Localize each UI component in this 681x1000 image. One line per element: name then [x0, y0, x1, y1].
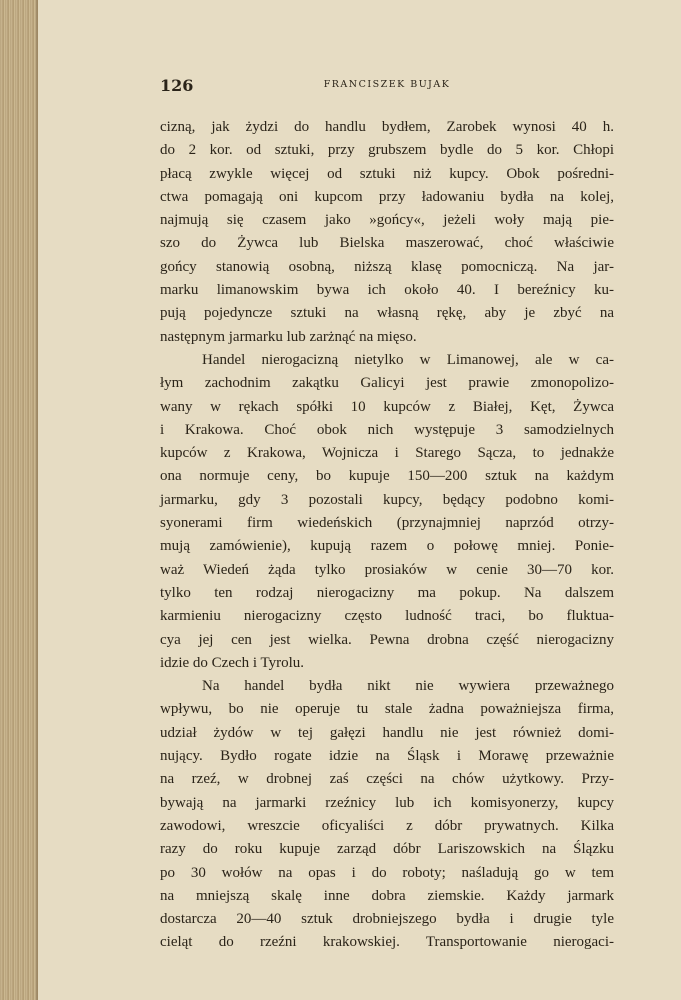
text-line: zawodowi, wreszcie oficyaliści z dóbr prywatnych. Kilka — [160, 817, 614, 834]
text-line: razy do roku kupuje zarząd dóbr Lariszowskich na Ślązku — [160, 841, 614, 858]
text-line: łym zachodnim zakątku Galicyi jest prawie zmonopolizo- — [160, 375, 614, 392]
text-line: idzie do Czech i Tyrolu. — [160, 654, 305, 671]
page-header — [160, 76, 614, 96]
text-line: na mniejszą skalę inne dobra ziemskie. Każdy jarmark — [160, 887, 614, 904]
text-line: marku limanowskim bywa ich około 40. I bereźnicy ku- — [160, 282, 614, 299]
text-line: na rzeź, w drobnej zaś części na chów użytkowy. Przy- — [160, 771, 614, 788]
text-line: następnym jarmarku lub zarżnąć na mięso. — [160, 328, 417, 345]
text-line: waż Wiedeń żąda tylko prosiaków w cenie 30—70 kor. — [160, 561, 614, 578]
text-line: cya jej cen jest wielka. Pewna drobna część nierogacizny — [160, 631, 614, 648]
text-line: jarmarku, gdy 3 pozostali kupcy, będący podobno komi- — [160, 491, 614, 508]
text-line: wany w rękach spółki 10 kupców z Białej, Kęt, Żywca — [160, 398, 614, 415]
text-line: karmieniu nierogacizny często ludność traci, bo fluktua- — [160, 608, 614, 625]
page-number: 126 — [160, 76, 194, 95]
text-line: udział żydów w tej gałęzi handlu nie jest również domi- — [160, 724, 614, 741]
text-line: do 2 kor. od sztuki, przy grubszem bydle do 5 kor. Chłopi — [160, 142, 614, 159]
text-line: syonerami firm wiedeńskich (przynajmniej naprzód otrzy- — [160, 515, 614, 532]
text-line: kupców z Krakowa, Wojnicza i Starego Sącza, to jednakże — [160, 445, 614, 462]
text-line: najmują się czasem jako »gońcy«, jeżeli woły mają pie- — [160, 212, 614, 229]
text-line: gońcy stanowią osobną, niższą klasę pomocniczą. Na jar- — [160, 258, 614, 275]
body-text — [160, 116, 614, 955]
text-line: mują zamówienie), kupują razem o połowę mniej. Ponie- — [160, 538, 614, 555]
text-line: i Krakowa. Choć obok nich występuje 3 samodzielnych — [160, 421, 614, 438]
text-line: pują pojedyncze sztuki na własną rękę, aby je zbyć na — [160, 305, 614, 322]
book-page-edges — [0, 0, 38, 1000]
text-line: bywają na jarmarki rzeźnicy lub ich komisyonerzy, kupcy — [160, 794, 614, 811]
text-line: dostarcza 20—40 sztuk drobniejszego bydła i drugie tyle — [160, 911, 614, 928]
running-head: FRANCISZEK BUJAK — [323, 79, 451, 90]
text-line: cieląt do rzeźni krakowskiej. Transportowanie nierogaci- — [160, 934, 614, 951]
text-line: wpływu, bo nie operuje tu stale żadna poważniejsza firma, — [160, 701, 614, 718]
text-line: tylko ten rodzaj nierogacizny ma pokup. Na dalszem — [160, 584, 614, 601]
text-line: szo do Żywca lub Bielska maszerować, choć właściwie — [160, 235, 614, 252]
text-line: po 30 wołów na opas i do roboty; naśladują go w tem — [160, 864, 614, 881]
text-line: ctwa pomagają oni kupcom przy ładowaniu bydła na kolej, — [160, 188, 614, 205]
text-line: Handel nierogacizną nietylko w Limanowej, ale w ca- — [202, 351, 614, 368]
text-line: cizną, jak żydzi do handlu bydłem, Zarobek wynosi 40 h. — [160, 119, 614, 135]
text-line: Na handel bydła nikt nie wywiera przeważnego — [202, 678, 614, 695]
text-line: ona normuje ceny, bo kupuje 150—200 sztuk na każdym — [160, 468, 614, 485]
text-line: nujący. Bydło rogate idzie na Śląsk i Morawę przeważnie — [160, 748, 614, 765]
text-line: płacą zwykle więcej od sztuki niż kupcy. Obok pośredni- — [160, 165, 614, 182]
